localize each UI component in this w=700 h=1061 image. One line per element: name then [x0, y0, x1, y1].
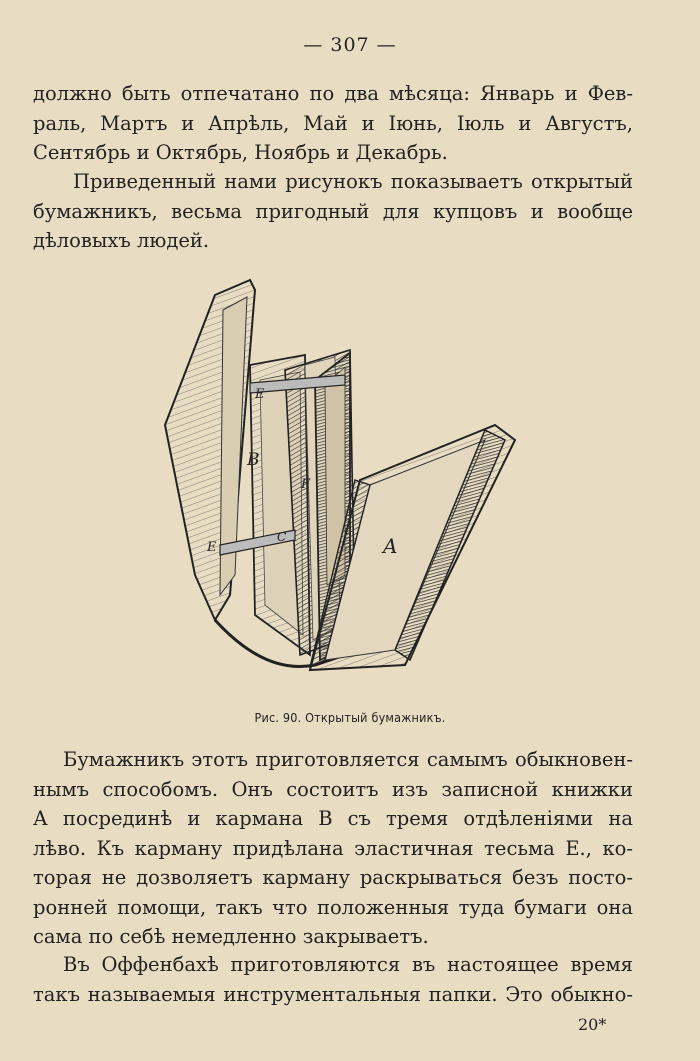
text-line: должно быть отпечатано по два мѣсяца: Январь и Фев- [33, 82, 633, 105]
printer-signature-mark: 20* [578, 1015, 607, 1034]
text-line: А посрединѣ и кармана В съ тремя отдѣленіями на [33, 807, 633, 830]
text-line: Въ Оффенбахѣ приготовляются въ настоящее время [63, 953, 633, 976]
label-c: C [277, 530, 287, 544]
paragraph-wallet-description [33, 745, 633, 952]
page-number: — 307 — [303, 34, 397, 56]
text-line: дѣловыхъ людей. [33, 229, 210, 252]
label-b: B [247, 450, 260, 470]
text-line: ронней помощи, такъ что положенныя туда бумаги она [33, 895, 633, 919]
text-line: лѣво. Къ карману придѣлана эластичная тесьма Е., ко- [33, 836, 633, 860]
label-e-top: E [255, 387, 265, 402]
wallet-illustration [155, 275, 525, 685]
paragraph-figure-intro [33, 167, 633, 256]
text-line: раль, Мартъ и Апрѣль, Май и Іюнь, Іюль и Августъ, [33, 111, 633, 135]
text-line: Бумажникъ этотъ приготовляется самымъ обыкновен- [63, 748, 633, 771]
text-line: нымъ способомъ. Онъ состоитъ изъ записной книжки [33, 777, 633, 801]
text-line: Приведенный нами рисунокъ показываетъ открытый [73, 170, 633, 193]
text-line: Сентябрь и Октябрь, Ноябрь и Декабрь. [33, 141, 448, 164]
text-line: торая не дозволяетъ карману раскрываться безъ посто- [33, 866, 633, 889]
paragraph-offenbach [33, 950, 633, 1009]
paragraph-calendar [33, 79, 633, 168]
figure-caption: Рис. 90. Открытый бумажникъ. [254, 710, 446, 725]
text-line: сама по себѣ немедленно закрываетъ. [33, 925, 429, 948]
label-f: F [301, 477, 311, 492]
text-line: бумажникъ, весьма пригодный для купцовъ и вообще [33, 199, 633, 223]
label-a: A [383, 534, 398, 558]
text-line: такъ называемыя инструментальныя папки. Это обыкно- [33, 982, 633, 1006]
label-e-bottom: E [207, 540, 217, 555]
